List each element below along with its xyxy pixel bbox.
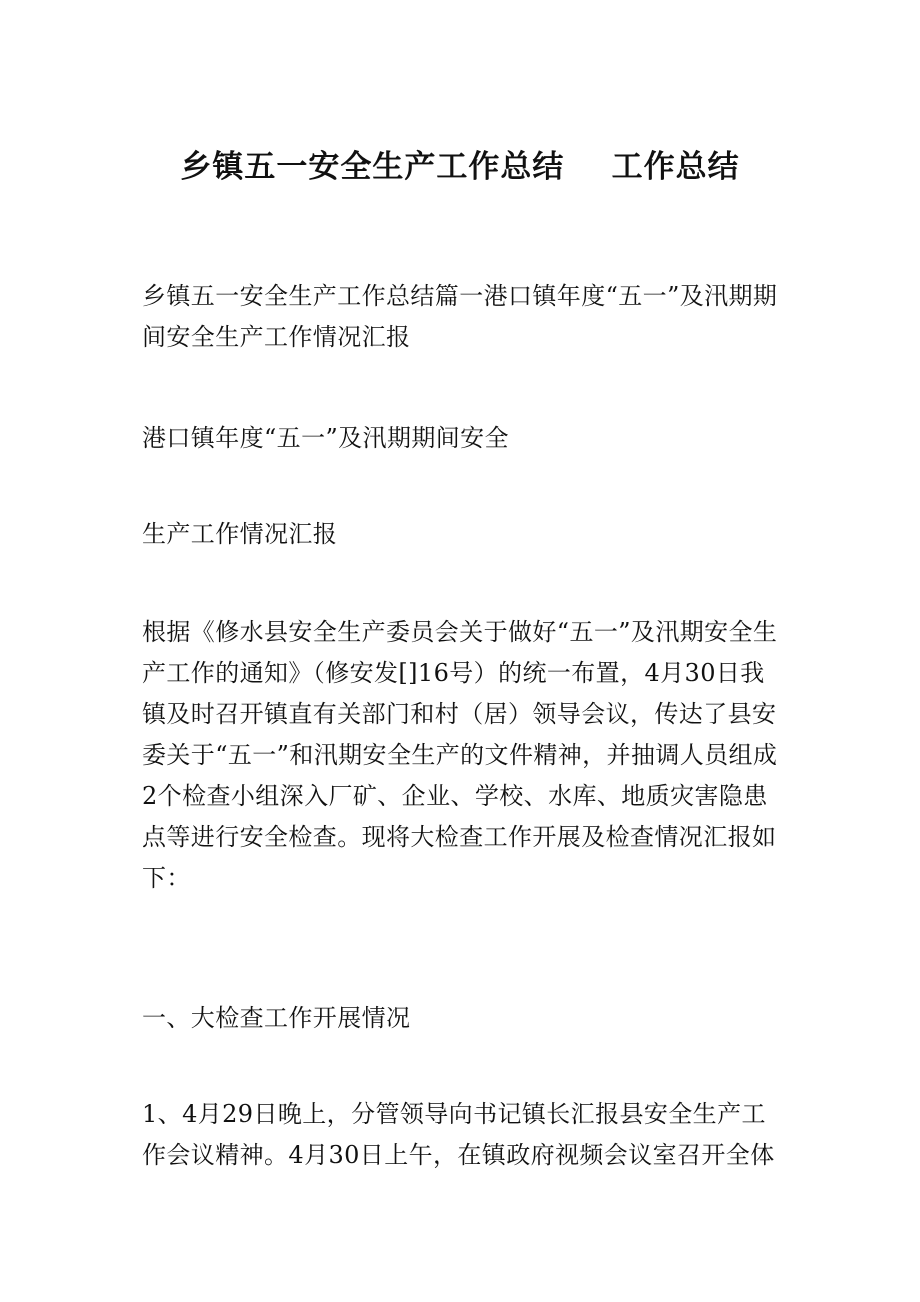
paragraph-text: 港口镇年度“五一”及汛期期间安全 xyxy=(142,424,509,452)
paragraph-report-title-line2 xyxy=(142,514,782,555)
document-title: 乡镇五一安全生产工作总结 工作总结 xyxy=(180,149,740,185)
paragraph-text: 一、大检查工作开展情况 xyxy=(142,1004,411,1032)
paragraph-text: 1、4月29日晚上，分管领导向书记镇长汇报县安全生产工作会议精神。4月30日上午，在镇政府视频会议室召开全体 xyxy=(142,1100,775,1169)
paragraph-text: 根据《修水县安全生产委员会关于做好“五一”及汛期安全生产工作的通知》（修安发[]16号）的统一布置，4月30日我镇及时召开镇直有关部门和村（居）领导会议，传达了县安委关于“五一”和汛期安全生产的文件精神，并抽调人员组成2个检查小组深入厂矿、企业、学校、水库、地质灾害隐患点等进行安全检查。现将大检查工作开展及检查情况汇报如下： xyxy=(142,618,778,892)
paragraph-main-body xyxy=(142,612,782,899)
section-heading xyxy=(142,998,782,1039)
paragraph-section-one xyxy=(142,1094,782,1176)
paragraph-text: 乡镇五一安全生产工作总结篇一港口镇年度“五一”及汛期期间安全生产工作情况汇报 xyxy=(142,282,778,351)
paragraph-intro xyxy=(142,276,782,358)
paragraph-text: 生产工作情况汇报 xyxy=(142,520,338,548)
paragraph-report-title-line1 xyxy=(142,418,782,459)
